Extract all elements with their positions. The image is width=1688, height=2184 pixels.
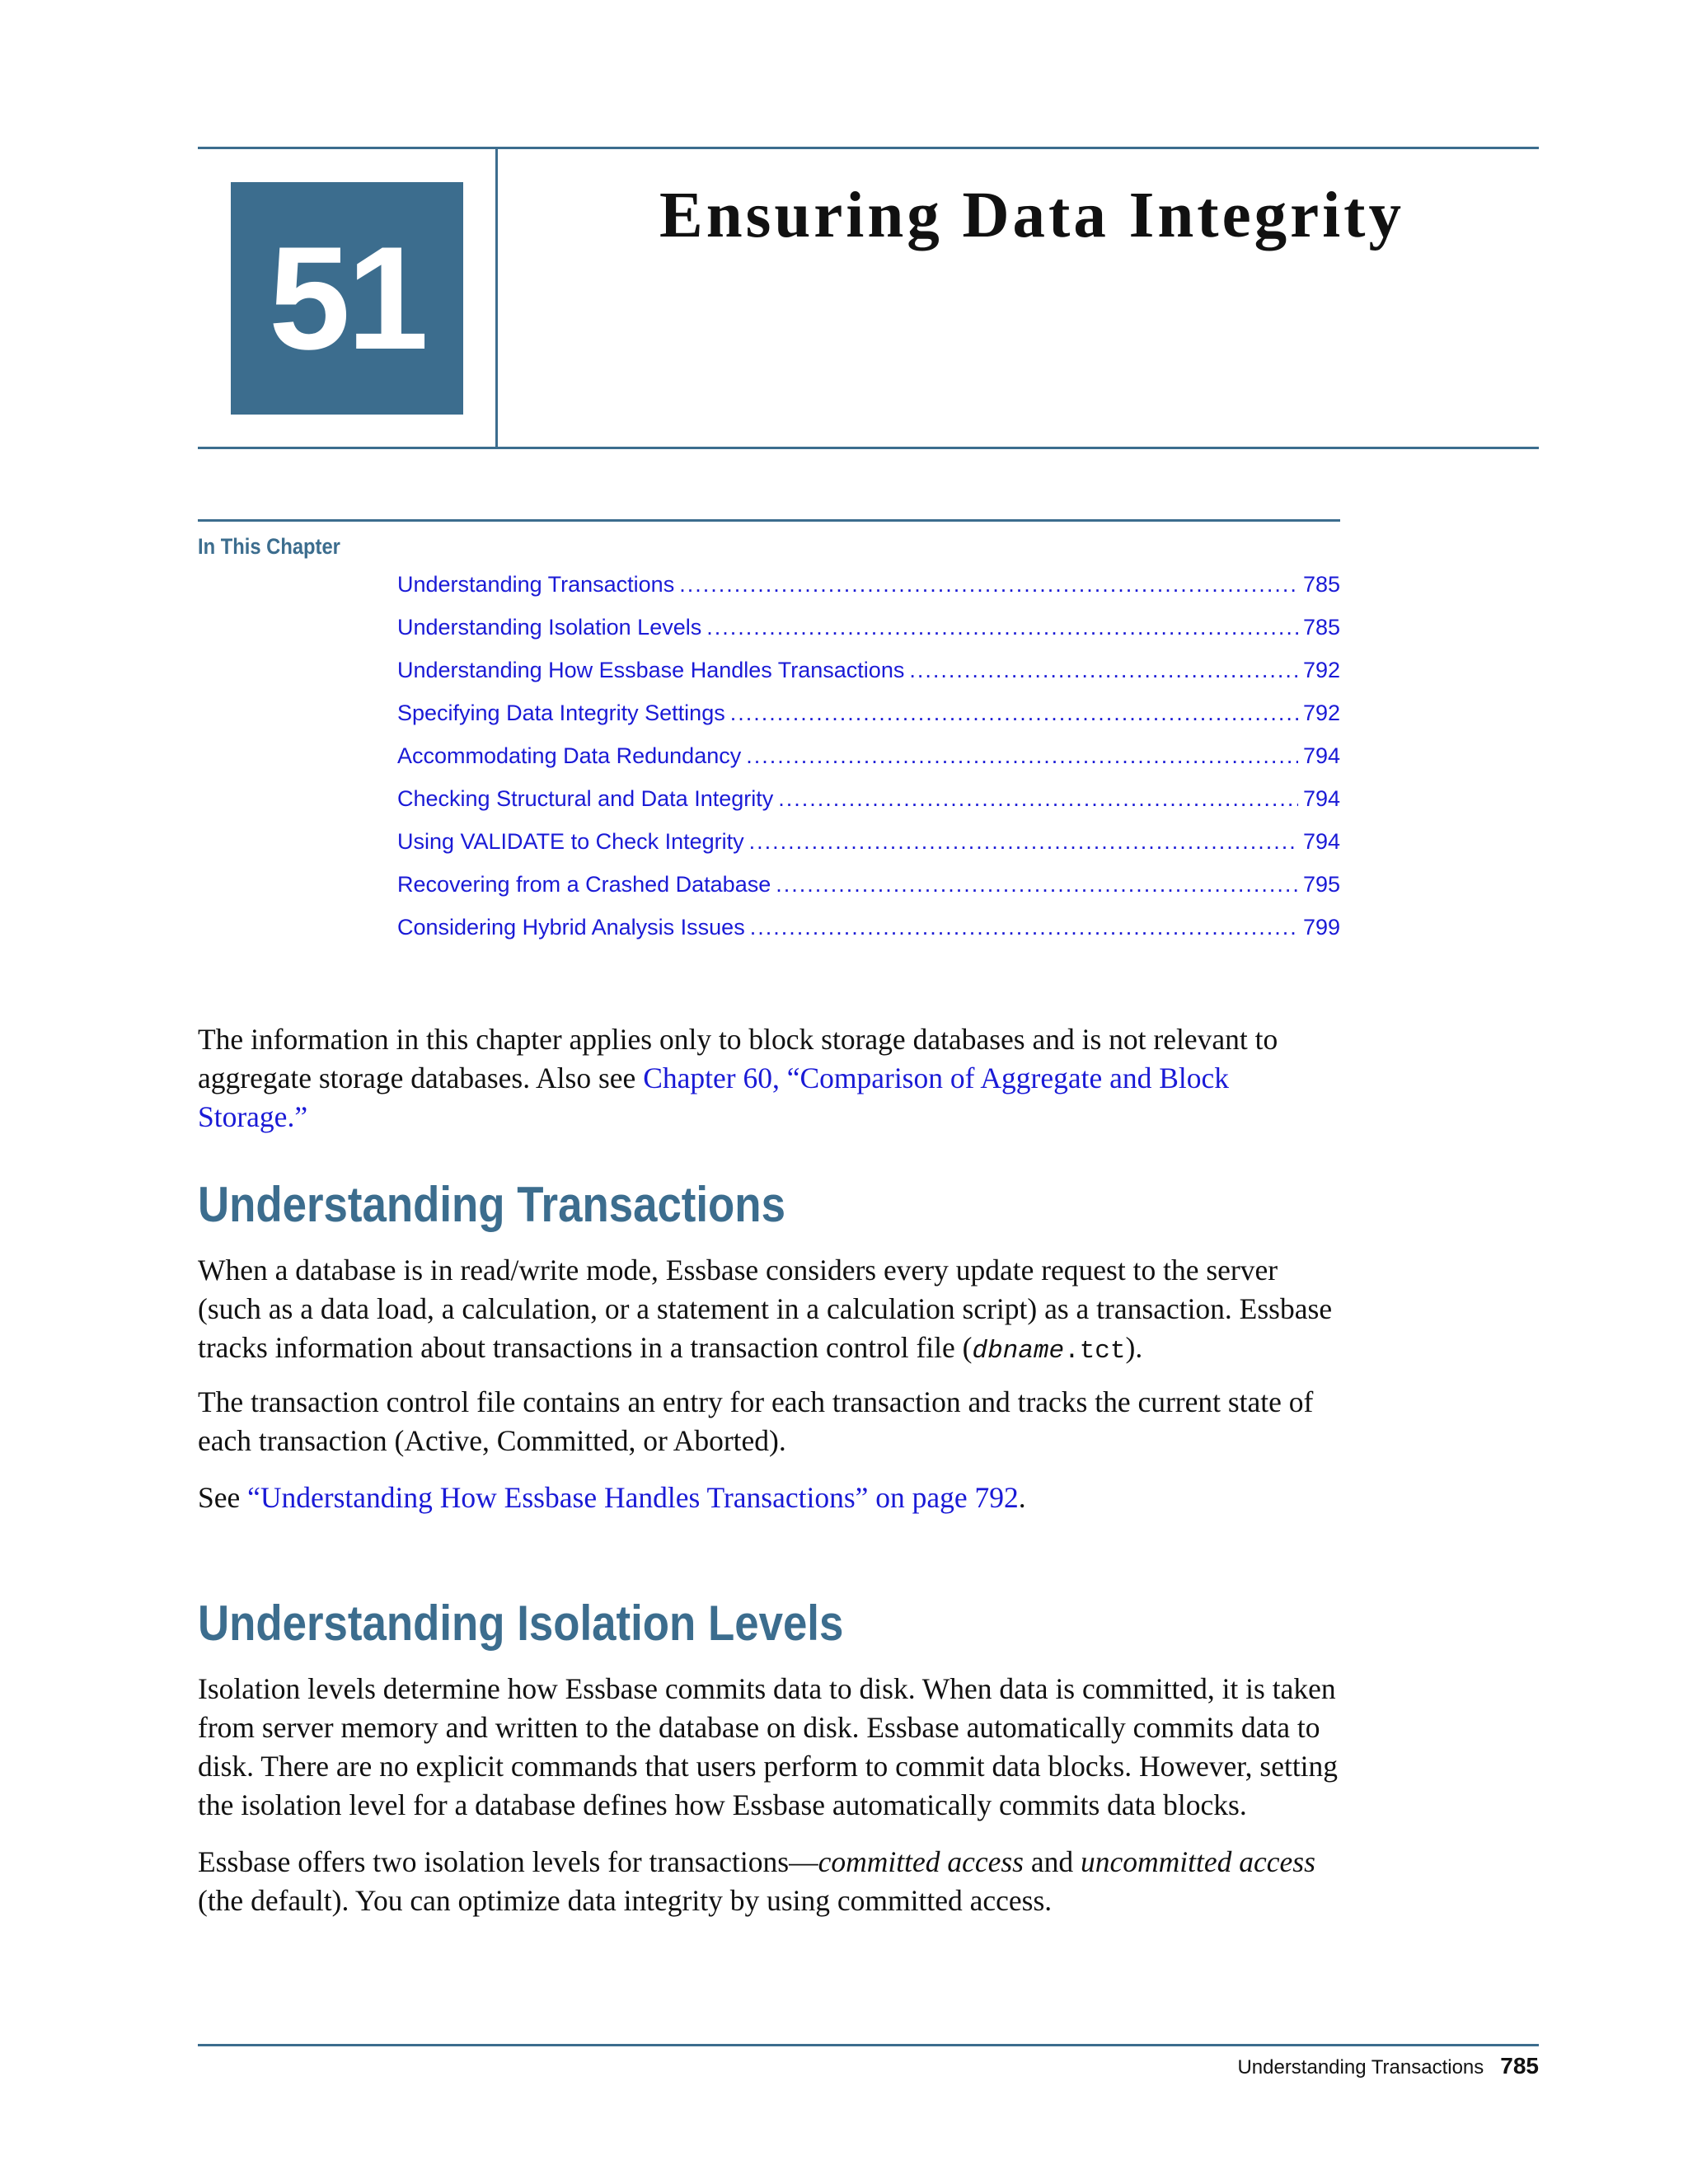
header-bottom-rule — [198, 447, 1539, 449]
header-top-rule — [198, 147, 1539, 149]
toc-entry-title[interactable]: Checking Structural and Data Integrity — [397, 786, 774, 811]
section-heading-transactions: Understanding Transactions — [198, 1177, 785, 1232]
toc-entry[interactable] — [397, 829, 1340, 872]
header-vertical-rule — [495, 147, 498, 448]
toc-leader — [706, 615, 1298, 640]
toc-leader — [750, 915, 1298, 940]
toc-leader — [909, 658, 1298, 683]
toc-entry-title[interactable]: Considering Hybrid Analysis Issues — [397, 915, 745, 940]
toc-leader — [776, 872, 1298, 898]
toc-entry-page[interactable]: 785 — [1302, 572, 1340, 597]
toc-entry[interactable] — [397, 658, 1340, 701]
intro-paragraph — [198, 1020, 1343, 1137]
toc-entry-title[interactable]: Understanding Transactions — [397, 572, 675, 597]
toc-leader — [730, 701, 1298, 726]
toc-entry-title[interactable]: Accommodating Data Redundancy — [397, 743, 742, 768]
toc-leader — [749, 829, 1298, 855]
intro-text: The information in this chapter applies only to block storage databases and is not relevant to aggregate storage databases. Also see — [198, 1023, 1278, 1094]
toc-entry-page[interactable]: 795 — [1302, 872, 1340, 897]
toc-entry-page[interactable]: 794 — [1302, 786, 1340, 811]
toc-entry-title[interactable]: Using VALIDATE to Check Integrity — [397, 829, 744, 854]
footer-rule — [198, 2044, 1539, 2046]
footer-section-title: Understanding Transactions — [1237, 2056, 1484, 2079]
toc-heading: In This Chapter — [198, 534, 340, 559]
footer-page-number: 785 — [1500, 2053, 1539, 2079]
transactions-paragraph-2: The transaction control file contains an entry for each transaction and tracks the current state of each transaction (Active, Committed, or Aborted). — [198, 1385, 1314, 1457]
section-heading-isolation-levels: Understanding Isolation Levels — [198, 1596, 844, 1651]
toc-entry-page[interactable]: 785 — [1302, 615, 1340, 640]
toc-entry[interactable] — [397, 786, 1340, 829]
term-committed-access: committed access — [818, 1845, 1024, 1878]
term-uncommitted-access: uncommitted access — [1081, 1845, 1315, 1878]
toc-entry[interactable] — [397, 872, 1340, 915]
isolation-paragraph-2 — [198, 1843, 1343, 1920]
toc-entry-page[interactable]: 792 — [1302, 701, 1340, 725]
toc-entry[interactable] — [397, 915, 1340, 958]
code-dbname: dbname — [972, 1337, 1065, 1366]
see-suffix: . — [1018, 1481, 1026, 1514]
toc-entry-page[interactable]: 794 — [1302, 829, 1340, 854]
toc-leader — [679, 572, 1298, 598]
isolation-p2-text-a: Essbase offers two isolation levels for transactions— — [198, 1845, 818, 1878]
toc-entry-title[interactable]: Recovering from a Crashed Database — [397, 872, 771, 897]
transactions-p1-end: ). — [1125, 1331, 1143, 1364]
toc-entry-title[interactable]: Specifying Data Integrity Settings — [397, 701, 725, 725]
see-prefix: See — [198, 1481, 248, 1514]
chapter-number: 51 — [231, 182, 463, 415]
toc-entry[interactable] — [397, 743, 1340, 786]
code-extension: .tct — [1064, 1337, 1126, 1366]
toc-entry-title[interactable]: Understanding Isolation Levels — [397, 615, 702, 640]
toc-rule — [198, 519, 1340, 522]
toc-entry-page[interactable]: 794 — [1302, 743, 1340, 768]
toc-entry[interactable] — [397, 615, 1340, 658]
transactions-paragraph-3 — [198, 1479, 1343, 1517]
isolation-p2-text-c: (the default). You can optimize data integrity by using committed access. — [198, 1884, 1053, 1917]
toc-leader — [778, 786, 1298, 812]
footer — [1237, 2053, 1539, 2079]
toc-leader — [746, 743, 1298, 769]
toc-entry[interactable] — [397, 701, 1340, 743]
transactions-p1-text: When a database is in read/write mode, Essbase considers every update request to the server (such as a data load, a calculation, or a statement in a calculation script) as a transaction. Essbase tracks information about transactions in a transaction control file ( — [198, 1254, 1333, 1364]
toc-entry-title[interactable]: Understanding How Essbase Handles Transactions — [397, 658, 905, 682]
isolation-paragraph-1: Isolation levels determine how Essbase commits data to disk. When data is committed, it is taken from server memory and written to the database on disk. Essbase automatically commits data to disk. There are no explicit commands that users perform to commit data blocks. However, setting the isolation level for a database defines how Essbase automatically commits data blocks. — [198, 1672, 1339, 1821]
toc-entry-page[interactable]: 799 — [1302, 915, 1340, 940]
toc-entry-page[interactable]: 792 — [1302, 658, 1340, 682]
table-of-contents — [397, 572, 1340, 958]
intro-chapter-link[interactable]: Chapter 60, “Comparison of Aggregate and Block Storage.” — [198, 1062, 1230, 1133]
chapter-title: Ensuring Data Integrity — [659, 180, 1404, 251]
toc-entry[interactable] — [397, 572, 1340, 615]
isolation-p2-text-b: and — [1023, 1845, 1081, 1878]
transactions-paragraph-1 — [198, 1251, 1343, 1371]
handles-transactions-link[interactable]: “Understanding How Essbase Handles Transactions” on page 792 — [247, 1481, 1019, 1514]
